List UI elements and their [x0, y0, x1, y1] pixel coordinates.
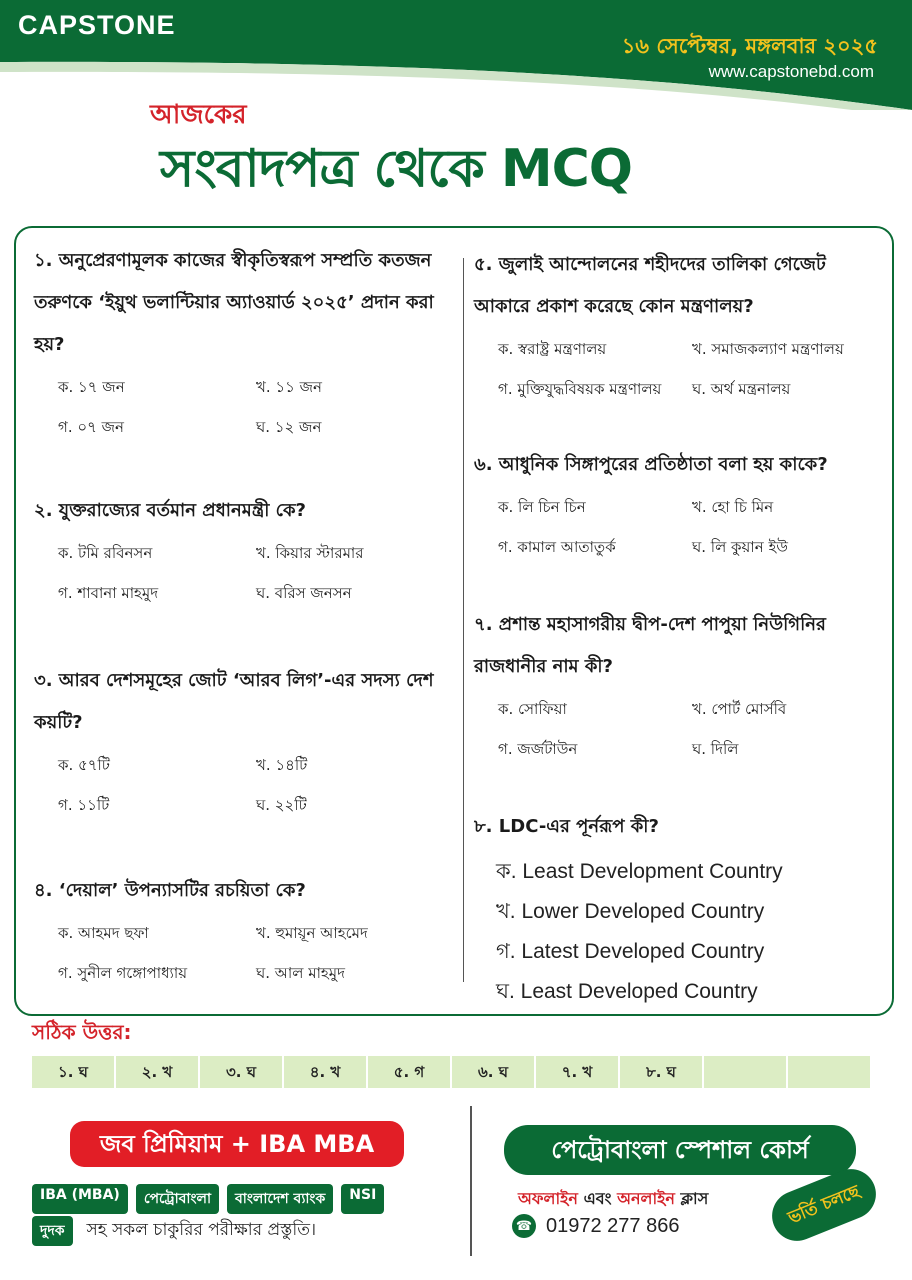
question-text: ৬. আধুনিক সিঙ্গাপুরের প্রতিষ্ঠাতা বলা হয় কাকে?	[474, 454, 828, 475]
page-title: সংবাদপত্র থেকে MCQ	[160, 139, 632, 199]
class-modes	[518, 1186, 708, 1213]
mode-offline: অফলাইন	[518, 1189, 578, 1208]
answer-cell: ৩. ঘ	[200, 1056, 284, 1088]
option-grid	[34, 750, 454, 820]
phone-number[interactable]: 01972 277 866	[546, 1214, 680, 1237]
option-ga[interactable]: গ. ০৭ জন	[58, 418, 125, 436]
option-ka[interactable]: ক. Least Development Country	[496, 860, 783, 883]
question-5	[474, 244, 886, 404]
tag-iba[interactable]: IBA (MBA)	[32, 1184, 128, 1214]
question-text: ৩. আরব দেশসমূহের জোট ‘আরব লিগ’-এর সদস্য দেশ কয়টি?	[34, 670, 434, 733]
option-list	[474, 852, 886, 1012]
option-grid	[34, 538, 454, 608]
job-premium-button[interactable]: জব প্রিমিয়াম + IBA MBA	[70, 1121, 404, 1167]
option-gha[interactable]: ঘ. ২২টি	[256, 796, 307, 814]
prep-line	[32, 1216, 316, 1246]
question-text: ৮. LDC-এর পূর্নরূপ কী?	[474, 816, 659, 837]
question-1	[34, 240, 454, 442]
phone-contact[interactable]	[512, 1214, 679, 1238]
phone-icon: ☎	[512, 1214, 536, 1238]
option-gha[interactable]: ঘ. দিলি	[692, 740, 739, 758]
answer-cell: ২. খ	[116, 1056, 200, 1088]
footer-divider	[470, 1106, 472, 1256]
option-ga[interactable]: গ. শাবানা মাহমুদ	[58, 584, 159, 602]
option-ga[interactable]: গ. জর্জটাউন	[498, 740, 578, 758]
exam-tags	[32, 1184, 452, 1214]
option-gha[interactable]: ঘ. অর্থ মন্ত্রনালয়	[692, 380, 791, 398]
question-7	[474, 604, 886, 764]
option-ka[interactable]: ক. আহমদ ছফা	[58, 924, 149, 942]
tag-nsi[interactable]: NSI	[341, 1184, 384, 1214]
option-ga[interactable]: গ. মুক্তিযুদ্ধবিষয়ক মন্ত্রণালয়	[498, 380, 662, 398]
question-3	[34, 660, 454, 820]
option-grid	[474, 334, 886, 404]
option-kha[interactable]: খ. পোর্ট মোর্সবি	[692, 700, 787, 718]
answer-cell-empty	[704, 1056, 788, 1088]
option-grid	[34, 372, 454, 442]
tag-petrobangla[interactable]: পেট্রোবাংলা	[136, 1184, 219, 1214]
question-4	[34, 870, 454, 988]
option-kha[interactable]: খ. সমাজকল্যাণ মন্ত্রণালয়	[692, 340, 844, 358]
question-text: ৪. ‘দেয়াল’ উপন্যাসটির রচয়িতা কে?	[34, 880, 306, 901]
option-ka[interactable]: ক. টমি রবিনসন	[58, 544, 153, 562]
option-gha[interactable]: ঘ. Least Developed Country	[496, 980, 758, 1003]
option-kha[interactable]: খ. হো চি মিন	[692, 498, 774, 516]
tag-dudok[interactable]: দুদক	[32, 1216, 73, 1246]
answer-cell: ৪. খ	[284, 1056, 368, 1088]
option-kha[interactable]: খ. ১১ জন	[256, 378, 322, 396]
option-kha[interactable]: খ. কিয়ার স্টারমার	[256, 544, 364, 562]
question-6	[474, 444, 886, 562]
question-2	[34, 490, 454, 608]
option-ka[interactable]: ক. স্বরাষ্ট্র মন্ত্রণালয়	[498, 340, 607, 358]
option-gha[interactable]: ঘ. ১২ জন	[256, 418, 322, 436]
answer-cell: ৫. গ	[368, 1056, 452, 1088]
petrobangla-course-button[interactable]: পেট্রোবাংলা স্পেশাল কোর্স	[504, 1125, 856, 1175]
question-text: ২. যুক্তরাজ্যের বর্তমান প্রধানমন্ত্রী কে?	[34, 500, 306, 521]
option-ga[interactable]: গ. ১১টি	[58, 796, 110, 814]
header-banner	[0, 0, 912, 110]
mode-class: ক্লাস	[674, 1189, 709, 1208]
title-today: আজকের	[150, 100, 247, 130]
answer-key-row	[32, 1056, 870, 1088]
brand-logo: CAPSTONE	[18, 10, 176, 40]
option-ka[interactable]: ক. লি চিন চিন	[498, 498, 586, 516]
option-kha[interactable]: খ. ১৪টি	[256, 756, 308, 774]
question-8	[474, 806, 886, 1012]
option-ga[interactable]: গ. Latest Developed Country	[496, 940, 765, 963]
admission-badge: ভর্তি চলছে	[765, 1162, 884, 1249]
option-grid	[474, 492, 886, 562]
option-kha[interactable]: খ. Lower Developed Country	[496, 900, 765, 923]
answer-cell: ৭. খ	[536, 1056, 620, 1088]
option-gha[interactable]: ঘ. আল মাহমুদ	[256, 964, 346, 982]
option-gha[interactable]: ঘ. লি কুয়ান ইউ	[692, 538, 788, 556]
answer-cell-empty	[788, 1056, 870, 1088]
option-grid	[34, 918, 454, 988]
option-ga[interactable]: গ. সুনীল গঙ্গোপাধ্যায়	[58, 964, 188, 982]
question-text: ১. অনুপ্রেরণামূলক কাজের স্বীকৃতিস্বরূপ সম্প্রতি কতজন তরুণকে ‘ইয়ুথ ভলান্টিয়ার অ্যাওয়ার্ড ২০২৫’ প্রদান করা হয়?	[34, 250, 434, 355]
question-text: ৭. প্রশান্ত মহাসাগরীয় দ্বীপ-দেশ পাপুয়া নিউগিনির রাজধানীর নাম কী?	[474, 614, 826, 677]
answer-cell: ৬. ঘ	[452, 1056, 536, 1088]
mode-and: এবং	[578, 1189, 618, 1208]
option-gha[interactable]: ঘ. বরিস জনসন	[256, 584, 352, 602]
option-ga[interactable]: গ. কামাল আতাতুর্ক	[498, 538, 616, 556]
mode-online: অনলাইন	[617, 1189, 675, 1208]
tag-bangladesh-bank[interactable]: বাংলাদেশ ব্যাংক	[227, 1184, 333, 1214]
option-ka[interactable]: ক. ৫৭টি	[58, 756, 110, 774]
option-kha[interactable]: খ. হুমায়ূন আহমেদ	[256, 924, 368, 942]
prep-text: সহ সকল চাকুরির পরীক্ষার প্রস্তুতি।	[86, 1220, 317, 1240]
answer-cell: ৮. ঘ	[620, 1056, 704, 1088]
answer-cell: ১. ঘ	[32, 1056, 116, 1088]
question-text: ৫. জুলাই আন্দোলনের শহীদদের তালিকা গেজেট আকারে প্রকাশ করেছে কোন মন্ত্রণালয়?	[474, 254, 826, 317]
answer-label: সঠিক উত্তর:	[32, 1020, 132, 1044]
header-date: ১৬ সেপ্টেম্বর, মঙ্গলবার ২০২৫	[621, 34, 878, 58]
option-grid	[474, 694, 886, 764]
option-ka[interactable]: ক. সোফিয়া	[498, 700, 567, 718]
header-website[interactable]: www.capstonebd.com	[708, 62, 874, 81]
column-divider	[463, 258, 464, 982]
option-ka[interactable]: ক. ১৭ জন	[58, 378, 125, 396]
